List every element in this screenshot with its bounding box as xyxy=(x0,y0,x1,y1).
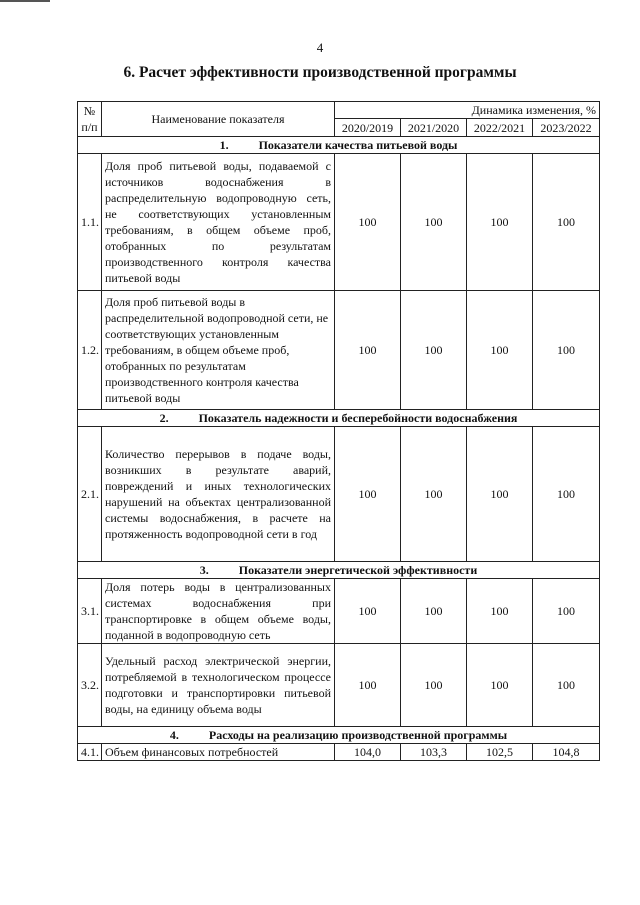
value-cell: 104,0 xyxy=(335,744,401,761)
value-cell: 100 xyxy=(335,427,401,562)
indicator-name: Количество перерывов в подаче воды, возникших в результате аварий, повреждений и иных технологических нарушений на объектах централизованной системы водоснабжения, в расчете на протяженность водопроводной сети в год xyxy=(102,427,335,562)
header-year-1: 2020/2019 xyxy=(335,119,401,137)
value-cell: 100 xyxy=(401,154,467,291)
value-cell: 100 xyxy=(401,427,467,562)
efficiency-table xyxy=(77,101,600,761)
value-cell: 100 xyxy=(467,291,533,410)
value-cell: 100 xyxy=(467,644,533,727)
value-cell: 100 xyxy=(533,154,600,291)
section-row xyxy=(78,727,600,744)
section-number: 1. xyxy=(219,138,229,152)
table-row xyxy=(78,291,600,410)
value-cell: 100 xyxy=(533,579,600,644)
section-row xyxy=(78,410,600,427)
section-heading-text: Показатели энергетической эффективности xyxy=(238,563,478,577)
value-cell: 100 xyxy=(533,291,600,410)
value-cell: 100 xyxy=(467,154,533,291)
value-cell: 102,5 xyxy=(467,744,533,761)
section-heading-text: Показатели качества питьевой воды xyxy=(258,138,458,152)
section-heading xyxy=(78,410,600,427)
value-cell: 104,8 xyxy=(533,744,600,761)
header-number-sign: № xyxy=(83,104,96,118)
row-number: 4.1. xyxy=(78,744,102,761)
section-heading xyxy=(78,562,600,579)
value-cell: 100 xyxy=(401,644,467,727)
row-number: 1.1. xyxy=(78,154,102,291)
page-number: 4 xyxy=(316,40,324,55)
section-title: 6. Расчет эффективности производственной программы xyxy=(123,64,517,81)
section-number: 4. xyxy=(169,728,179,742)
table-row xyxy=(78,154,600,291)
table-row xyxy=(78,579,600,644)
header-indicator-name: Наименование показателя xyxy=(102,102,335,137)
section-number: 2. xyxy=(159,411,169,425)
value-cell: 100 xyxy=(335,579,401,644)
value-cell: 100 xyxy=(533,644,600,727)
row-number: 2.1. xyxy=(78,427,102,562)
table-header-row-1 xyxy=(78,102,600,119)
indicator-name: Доля потерь воды в централизованных системах водоснабжения при транспортировке в общем объеме воды, поданной в водопроводную сеть xyxy=(102,579,335,644)
value-cell: 100 xyxy=(467,427,533,562)
header-dynamics: Динамика изменения, % xyxy=(335,102,600,119)
value-cell: 103,3 xyxy=(401,744,467,761)
indicator-name: Удельный расход электрической энергии, потребляемой в технологическом процессе подготовки и транспортировки питьевой воды, на единицу объема воды xyxy=(102,644,335,727)
row-number: 1.2. xyxy=(78,291,102,410)
row-number: 3.1. xyxy=(78,579,102,644)
table-row xyxy=(78,744,600,761)
value-cell: 100 xyxy=(467,579,533,644)
value-cell: 100 xyxy=(335,291,401,410)
indicator-name: Доля проб питьевой воды, подаваемой с источников водоснабжения в распределительную водопроводную сеть, не соответствующих установленным требованиям, в общем объеме проб, отобранных по результатам производственного контроля качества питьевой воды xyxy=(102,154,335,291)
value-cell: 100 xyxy=(401,579,467,644)
table-row xyxy=(78,427,600,562)
table-row xyxy=(78,644,600,727)
value-cell: 100 xyxy=(335,644,401,727)
section-number: 3. xyxy=(199,563,209,577)
indicator-name: Объем финансовых потребностей xyxy=(102,744,335,761)
section-row xyxy=(78,137,600,154)
header-number-abbr: п/п xyxy=(81,120,98,134)
section-heading xyxy=(78,137,600,154)
header-year-4: 2023/2022 xyxy=(533,119,600,137)
row-number: 3.2. xyxy=(78,644,102,727)
section-row xyxy=(78,562,600,579)
value-cell: 100 xyxy=(335,154,401,291)
section-heading-text: Расходы на реализацию производственной программы xyxy=(208,728,508,742)
section-heading-text: Показатель надежности и бесперебойности водоснабжения xyxy=(198,411,518,425)
value-cell: 100 xyxy=(533,427,600,562)
top-edge-rule xyxy=(0,0,50,2)
indicator-name: Доля проб питьевой воды в распределительной водопроводной сети, не соответствующих установленным требованиям, в общем объеме проб, отобранных по результатам производственного контроля качества питьевой воды xyxy=(102,291,335,410)
section-heading xyxy=(78,727,600,744)
value-cell: 100 xyxy=(401,291,467,410)
header-number-cell xyxy=(78,102,102,137)
header-year-3: 2022/2021 xyxy=(467,119,533,137)
header-year-2: 2021/2020 xyxy=(401,119,467,137)
